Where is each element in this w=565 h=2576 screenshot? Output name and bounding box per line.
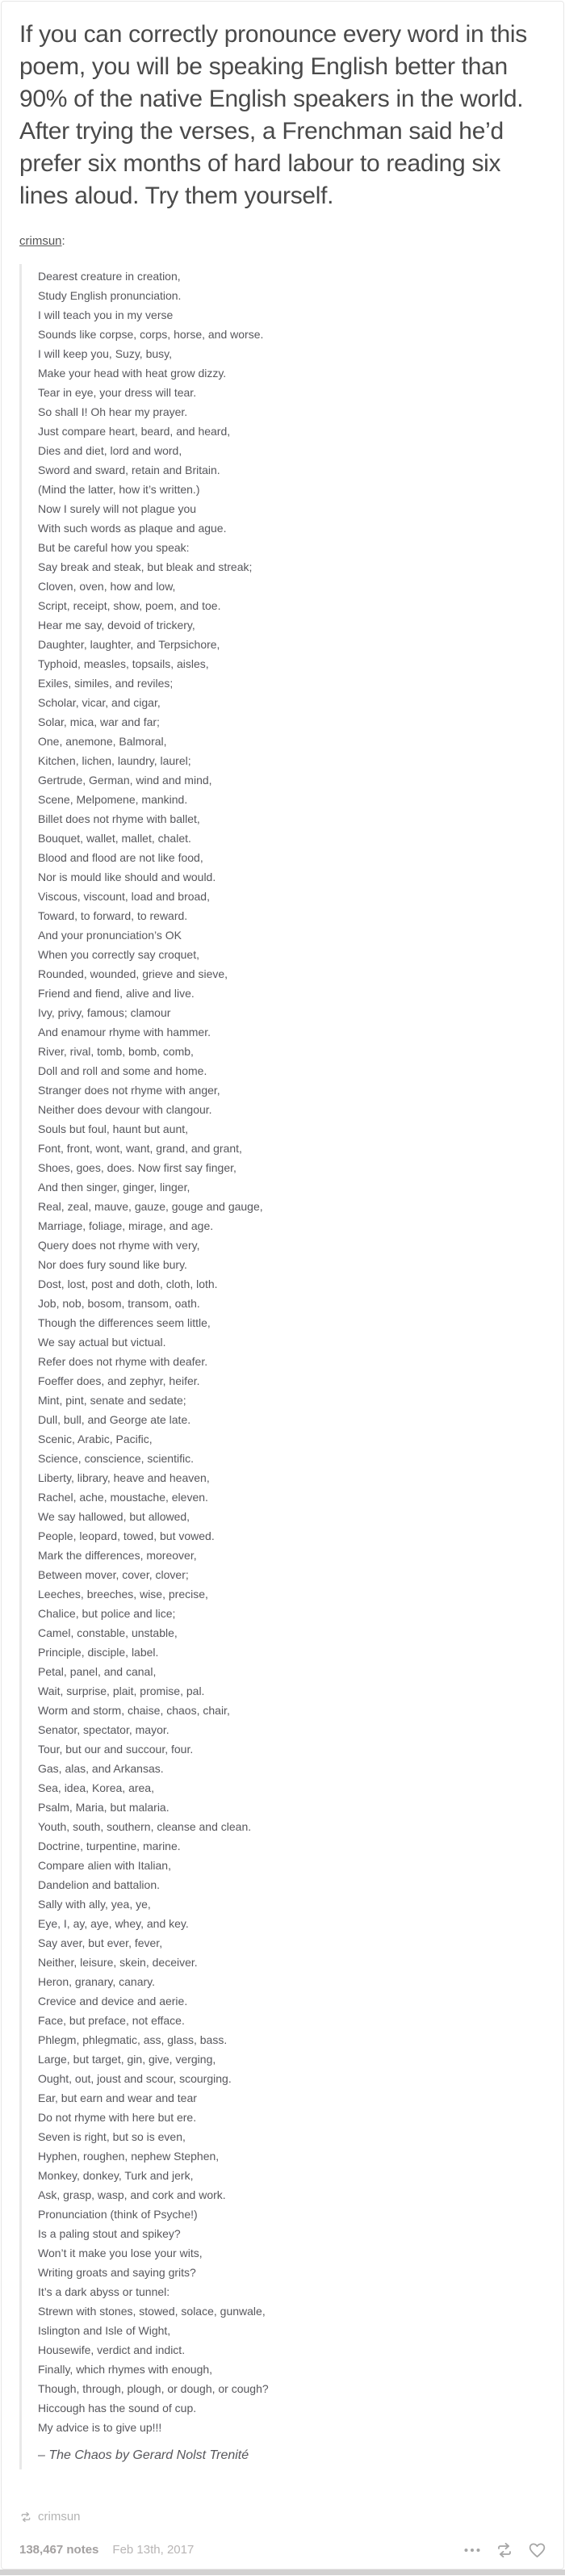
poem-line: Strewn with stones, stowed, solace, gunwale, — [38, 2305, 266, 2318]
poem-line: Souls but foul, haunt but aunt, — [38, 1122, 189, 1135]
poem-line: Friend and fiend, alive and live. — [38, 987, 195, 1000]
poem-line: Viscous, viscount, load and broad, — [38, 890, 210, 903]
poem-line: Script, receipt, show, poem, and toe. — [38, 599, 221, 612]
ellipsis-icon — [462, 2540, 482, 2560]
poem-line: Sea, idea, Korea, area, — [38, 1781, 154, 1794]
poem-line: Sword and sward, retain and Britain. — [38, 464, 220, 476]
poem-line: Now I surely will not plague you — [38, 502, 197, 515]
poem-line: We say actual but victual. — [38, 1336, 166, 1349]
poem-line: Heron, granary, canary. — [38, 1975, 155, 1988]
poem-line: Stranger does not rhyme with anger, — [38, 1084, 220, 1097]
poem-line: Ivy, privy, famous; clamour — [38, 1006, 171, 1019]
reblog-source-row[interactable] — [19, 2510, 81, 2524]
poem-line: It’s a dark abyss or tunnel: — [38, 2285, 170, 2298]
poem-line: Petal, panel, and canal, — [38, 1665, 157, 1678]
poem-line: Senator, spectator, mayor. — [38, 1723, 170, 1736]
poem-line: Neither, leisure, skein, deceiver. — [38, 1956, 198, 1969]
page-background-strip — [0, 2570, 565, 2575]
like-button[interactable] — [527, 2540, 547, 2560]
poem-line: Though the differences seem little, — [38, 1316, 211, 1329]
reblog-icon — [19, 2511, 32, 2524]
poem-line: Say aver, but ever, fever, — [38, 1936, 163, 1949]
poem-line: Foeffer does, and zephyr, heifer. — [38, 1374, 200, 1387]
poem-line: Gertrude, German, wind and mind, — [38, 774, 212, 787]
poem-line: Job, nob, bosom, transom, oath. — [38, 1297, 200, 1310]
source-username[interactable]: crimsun — [38, 2510, 81, 2524]
poem-line: Blood and flood are not like food, — [38, 851, 203, 864]
poem-line: Nor is mould like should and would. — [38, 871, 216, 883]
poem-line: Make your head with heat grow dizzy. — [38, 367, 227, 380]
poem-line: Say break and steak, but bleak and streak; — [38, 560, 253, 573]
poem-line: Large, but target, gin, give, verging, — [38, 2053, 216, 2066]
poem-line: Hear me say, devoid of trickery, — [38, 619, 195, 631]
poem-line: Psalm, Maria, but malaria. — [38, 1801, 170, 1814]
more-options-button[interactable] — [462, 2540, 482, 2560]
poem-line: Youth, south, southern, cleanse and clean. — [38, 1820, 252, 1833]
poem-line: River, rival, tomb, bomb, comb, — [38, 1045, 194, 1058]
poem-line: Compare alien with Italian, — [38, 1859, 171, 1872]
author-link[interactable]: crimsun — [19, 234, 62, 248]
poem-line: But be careful how you speak: — [38, 541, 190, 554]
post-meta-row — [19, 2540, 547, 2560]
poem-line: When you correctly say croquet, — [38, 948, 199, 961]
poem-line: And enamour rhyme with hammer. — [38, 1026, 211, 1038]
poem-line: Though, through, plough, or dough, or cough? — [38, 2382, 269, 2395]
poem-line: Seven is right, but so is even, — [38, 2130, 186, 2143]
poem-line: Refer does not rhyme with deafer. — [38, 1355, 208, 1368]
poem-blockquote — [19, 264, 546, 2469]
poem-line: Face, but preface, not efface. — [38, 2014, 185, 2027]
poem-line: Rounded, wounded, grieve and sieve, — [38, 967, 228, 980]
poem-line: Cloven, oven, how and low, — [38, 580, 176, 593]
poem-line: I will keep you, Suzy, busy, — [38, 347, 172, 360]
poem-line: Tour, but our and succour, four. — [38, 1743, 194, 1756]
tumblr-post-card — [1, 1, 564, 2570]
poem-line: Mint, pint, senate and sedate; — [38, 1394, 186, 1407]
poem-line: Query does not rhyme with very, — [38, 1239, 200, 1252]
poem-line: With such words as plaque and ague. — [38, 522, 227, 535]
poem-line: Doll and roll and some and home. — [38, 1064, 207, 1077]
notes-count[interactable]: 138,467 notes — [19, 2543, 99, 2557]
poem-line: And your pronunciation’s OK — [38, 929, 182, 942]
poem-line: Kitchen, lichen, laundry, laurel; — [38, 754, 191, 767]
poem-line: Chalice, but police and lice; — [38, 1607, 176, 1620]
poem-line: Doctrine, turpentine, marine. — [38, 1840, 181, 1852]
poem-line: Sounds like corpse, corps, horse, and worse. — [38, 328, 264, 341]
poem-line: People, leopard, towed, but vowed. — [38, 1529, 215, 1542]
post-body — [2, 19, 563, 2469]
poem-line: Nor does fury sound like bury. — [38, 1258, 187, 1271]
poem-line: Eye, I, ay, aye, whey, and key. — [38, 1917, 189, 1930]
poem-line: Housewife, verdict and indict. — [38, 2343, 186, 2356]
poem-line: Just compare heart, beard, and heard, — [38, 425, 231, 438]
post-headline: If you can correctly pronounce every word in this poem, you will be speaking English better than 90% of the native English speakers in the world. After trying the verses, a Frenchman said he’d prefer six months of hard labour to reading six lines aloud. Try them yourself. — [19, 21, 527, 209]
poem-line: Ask, grasp, wasp, and cork and work. — [38, 2188, 226, 2201]
poem-line: Rachel, ache, moustache, eleven. — [38, 1491, 208, 1504]
poem-line: Shoes, goes, does. Now first say finger, — [38, 1161, 236, 1174]
poem-line: Sally with ally, yea, ye, — [38, 1898, 151, 1911]
poem-line: Typhoid, measles, topsails, aisles, — [38, 657, 209, 670]
post-date: Feb 13th, 2017 — [112, 2543, 195, 2557]
poem-line: Hiccough has the sound of cup. — [38, 2402, 197, 2414]
poem-line: Neither does devour with clangour. — [38, 1103, 212, 1116]
poem-line: Tear in eye, your dress will tear. — [38, 386, 197, 399]
poem-line: Scenic, Arabic, Pacific, — [38, 1433, 153, 1445]
poem-line: Font, front, wont, want, grand, and grant, — [38, 1142, 242, 1155]
poem-line: Islington and Isle of Wight, — [38, 2324, 171, 2337]
poem-line: Dull, bull, and George ate late. — [38, 1413, 191, 1426]
poem-line: Phlegm, phlegmatic, ass, glass, bass. — [38, 2033, 228, 2046]
poem-line: Do not rhyme with here but ere. — [38, 2111, 197, 2124]
poem-line: Between mover, cover, clover; — [38, 1568, 189, 1581]
heart-icon — [527, 2540, 547, 2560]
poem-line: I will teach you in my verse — [38, 308, 174, 321]
poem-line: Scene, Melpomene, mankind. — [38, 793, 188, 806]
poem-line: Billet does not rhyme with ballet, — [38, 812, 200, 825]
poem-line: Monkey, donkey, Turk and jerk, — [38, 2169, 194, 2182]
poem-line: Bouquet, wallet, mallet, chalet. — [38, 832, 191, 845]
poem-line: (Mind the latter, how it’s written.) — [38, 483, 200, 496]
poem-line: Dies and diet, lord and word, — [38, 444, 182, 457]
poem-line: Real, zeal, mauve, gauze, gouge and gauge, — [38, 1200, 263, 1213]
poem-line: Marriage, foliage, mirage, and age. — [38, 1219, 214, 1232]
poem-line: Dandelion and battalion. — [38, 1878, 161, 1891]
poem-line: Scholar, vicar, and cigar, — [38, 696, 161, 709]
poem-line: And then singer, ginger, linger, — [38, 1181, 190, 1194]
poem-line: Writing groats and saying grits? — [38, 2266, 196, 2279]
poem-line: Study English pronunciation. — [38, 289, 182, 302]
poem-line: Gas, alas, and Arkansas. — [38, 1762, 164, 1775]
poem-signature: – The Chaos by Gerard Nolst Trenité — [38, 2448, 249, 2462]
poem-line: Daughter, laughter, and Terpsichore, — [38, 638, 220, 651]
poem-line: Won’t it make you lose your wits, — [38, 2247, 203, 2259]
poem-line: One, anemone, Balmoral, — [38, 735, 167, 748]
poem-line: Worm and storm, chaise, chaos, chair, — [38, 1704, 230, 1717]
poem-line: Camel, constable, unstable, — [38, 1626, 178, 1639]
poem-line: Mark the differences, moreover, — [38, 1549, 197, 1562]
poem-line: Dost, lost, post and doth, cloth, loth. — [38, 1278, 218, 1290]
reblog-attribution — [19, 234, 546, 249]
reblog-icon — [495, 2540, 514, 2560]
poem-line: Principle, disciple, label. — [38, 1646, 159, 1659]
poem-line: Toward, to forward, to reward. — [38, 909, 188, 922]
poem-line: So shall I! Oh hear my prayer. — [38, 405, 188, 418]
poem-line: Ear, but earn and wear and tear — [38, 2091, 197, 2104]
poem-line: Pronunciation (think of Psyche!) — [38, 2208, 198, 2221]
poem-line: Is a paling stout and spikey? — [38, 2227, 181, 2240]
poem-line: Leeches, breeches, wise, precise, — [38, 1588, 208, 1601]
poem-line: Wait, surprise, plait, promise, pal. — [38, 1684, 205, 1697]
poem — [38, 266, 546, 2437]
poem-line: Ought, out, joust and scour, scourging. — [38, 2072, 232, 2085]
poem-line: Science, conscience, scientific. — [38, 1452, 194, 1465]
poem-line: Liberty, library, heave and heaven, — [38, 1471, 210, 1484]
author-colon: : — [61, 234, 65, 248]
post-actions — [462, 2540, 547, 2560]
poem-line: Hyphen, roughen, nephew Stephen, — [38, 2150, 220, 2163]
poem-line: Finally, which rhymes with enough, — [38, 2363, 213, 2376]
poem-line: Crevice and device and aerie. — [38, 1995, 188, 2008]
poem-line: Exiles, similes, and reviles; — [38, 677, 174, 690]
poem-line: My advice is to give up!!! — [38, 2421, 162, 2434]
poem-line: Dearest creature in creation, — [38, 270, 181, 283]
poem-line: We say hallowed, but allowed, — [38, 1510, 190, 1523]
reblog-button[interactable] — [495, 2540, 514, 2560]
poem-line: Solar, mica, war and far; — [38, 715, 160, 728]
